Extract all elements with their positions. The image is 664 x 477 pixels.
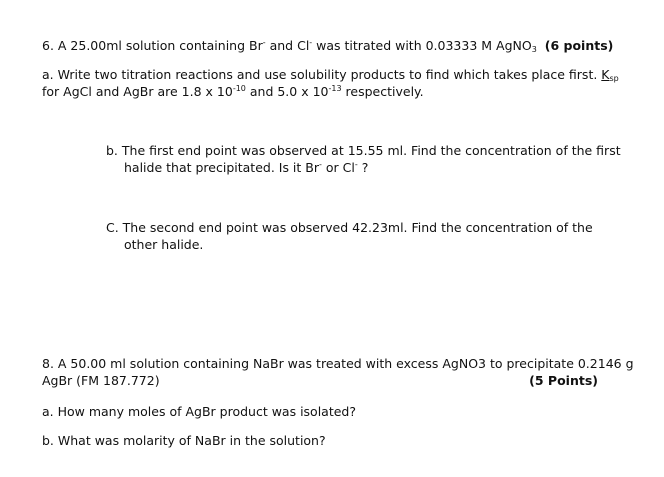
q6b-chloride-charge: - — [354, 160, 358, 169]
q6b-text: halide that precipitated. Is it Br — [124, 160, 319, 175]
q6a-text: a. Write two titration reactions and use solubility products to find which takes place first. — [42, 67, 602, 82]
q8-line-2 — [42, 372, 598, 389]
q6b-line-1: b. The first end point was observed at 15.55 ml. Find the concentration of the first — [106, 143, 621, 158]
q6-title-text: 6. A 25.00ml solution containing Br — [42, 38, 263, 53]
q6c-line-1: C. The second end point was observed 42.23ml. Find the concentration of the — [106, 220, 593, 235]
question-6-heading — [42, 37, 613, 54]
q6c-line-2: other halide. — [124, 237, 204, 252]
q6b-text-end: ? — [357, 160, 369, 175]
q6-title-mid: and Cl — [265, 38, 310, 53]
q6a-line-2 — [42, 83, 619, 100]
q6a-exponent-2: -13 — [328, 84, 342, 93]
question-8a: a. How many moles of AgBr product was isolated? — [42, 404, 356, 419]
question-8-heading — [42, 355, 634, 389]
q6b-line-2 — [106, 159, 621, 176]
ksp-k: K — [601, 67, 610, 82]
bromide-charge: - — [262, 38, 266, 47]
q8-points: (5 Points) — [529, 373, 598, 388]
question-6a — [42, 66, 619, 100]
q6a-ksp-agcl: for AgCl and AgBr are 1.8 x 10 — [42, 84, 233, 99]
nitrate-subscript: 3 — [531, 45, 537, 54]
ksp-subscript: sp — [609, 74, 619, 83]
q6a-line-1 — [42, 66, 619, 83]
chloride-charge: - — [309, 38, 313, 47]
q6b-bromide-charge: - — [319, 160, 322, 169]
question-6c — [106, 219, 593, 253]
q6b-text-mid: or Cl — [321, 160, 355, 175]
q8-formula-mass: AgBr (FM 187.772) — [42, 373, 160, 388]
q6a-exponent-1: -10 — [232, 84, 246, 93]
q6a-ksp-agbr: and 5.0 x 10 — [245, 84, 329, 99]
ksp-symbol — [601, 67, 618, 82]
q6-title-post: was titrated with 0.03333 M AgNO — [312, 38, 532, 53]
question-6b — [106, 142, 621, 176]
q6a-respectively: respectively. — [341, 84, 424, 99]
q8-line-1: 8. A 50.00 ml solution containing NaBr was treated with excess AgNO3 to precipitate 0.2146 g — [42, 356, 634, 371]
question-8b: b. What was molarity of NaBr in the solution? — [42, 433, 326, 448]
q6-points: (6 points) — [544, 38, 614, 53]
